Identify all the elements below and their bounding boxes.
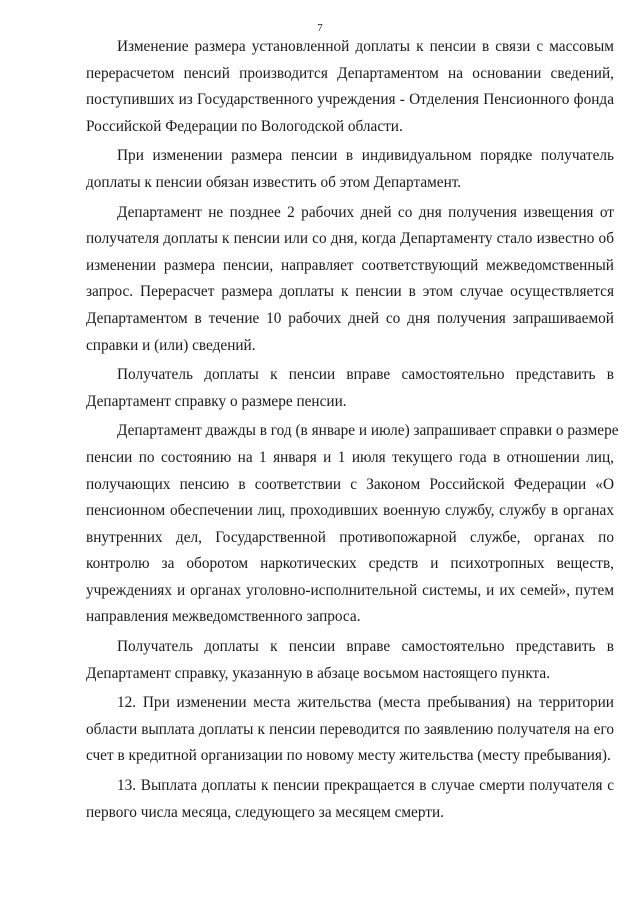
paragraph <box>86 690 614 770</box>
text-line: пенсии по состоянию на 1 января и 1 июля текущего года в отношении лиц, <box>86 448 614 466</box>
text-line: пенсионном обеспечении лиц, проходивших военную службу, службу в органах <box>86 502 614 520</box>
text-line: Получатель доплаты к пенсии вправе самостоятельно представить в <box>117 366 614 384</box>
text-line: внутренних дел, Государственной противопожарной службе, органах по <box>86 528 614 546</box>
paragraph <box>86 143 614 196</box>
document-body <box>86 34 619 829</box>
text-line: 13. Выплата доплаты к пенсии прекращается в случае смерти получателя с <box>117 777 614 795</box>
text-line: первого числа месяца, следующего за месяцем смерти. <box>86 803 444 821</box>
paragraph <box>86 34 614 140</box>
text-line: справки и (или) сведений. <box>86 336 256 354</box>
text-line: получающих пенсию в соответствии с Законом Российской Федерации «О <box>86 475 614 493</box>
text-line: Департамент справку, указанную в абзаце восьмом настоящего пункта. <box>86 664 551 682</box>
text-line: перерасчетом пенсий производится Департаментом на основании сведений, <box>86 64 614 82</box>
text-line: получателя доплаты к пенсии или со дня, когда Департаменту стало известно об <box>86 230 614 248</box>
paragraph <box>86 634 614 687</box>
text-line: поступивших из Государственного учреждения - Отделения Пенсионного фонда <box>86 91 614 109</box>
text-line: счет в кредитной организации по новому месту жительства (месту пребывания). <box>86 747 611 765</box>
paragraph <box>86 773 614 826</box>
text-line: Департамент справку о размере пенсии. <box>86 392 347 410</box>
page-number: 7 <box>317 22 323 34</box>
text-line: Департамент не позднее 2 рабочих дней со дня получения извещения от <box>117 203 614 221</box>
text-line: запрос. Перерасчет размера доплаты к пенсии в этом случае осуществляется <box>86 283 614 301</box>
text-line: учреждениях и органах уголовно-исполнительной системы, и их семей», путем <box>86 581 614 599</box>
text-line: направления межведомственного запроса. <box>86 608 361 626</box>
paragraph <box>86 200 614 360</box>
text-line: контролю за оборотом наркотических средств и психотропных веществ, <box>86 555 614 573</box>
text-line: Департаментом в течение 10 рабочих дней со дня получения запрашиваемой <box>86 309 614 327</box>
text-line: Получатель доплаты к пенсии вправе самостоятельно представить в <box>117 638 614 656</box>
text-line: изменении размера пенсии, направляет соответствующий межведомственный <box>86 256 614 274</box>
text-line: При изменении размера пенсии в индивидуальном порядке получатель <box>117 147 614 165</box>
paragraph <box>86 418 619 631</box>
text-line: области выплата доплаты к пенсии переводится по заявлению получателя на его <box>86 720 614 738</box>
text-line: 12. При изменении места жительства (места пребывания) на территории <box>117 694 614 712</box>
text-line: Российской Федерации по Вологодской области. <box>86 117 403 135</box>
paragraph <box>86 362 614 415</box>
text-line: Изменение размера установленной доплаты к пенсии в связи с массовым <box>117 38 614 55</box>
text-line: Департамент дважды в год (в январе и июле) запрашивает справки о размере <box>117 422 619 440</box>
text-line: доплаты к пенсии обязан известить об этом Департамент. <box>86 173 462 191</box>
